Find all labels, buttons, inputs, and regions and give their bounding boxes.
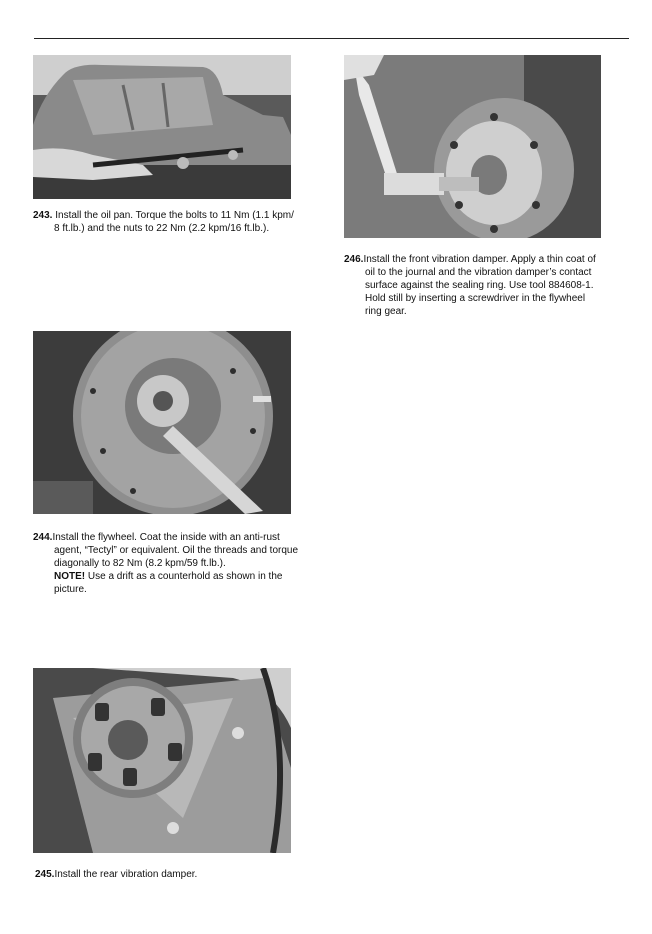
step-text: Install the rear vibration damper. xyxy=(54,869,198,880)
step-number: 244. xyxy=(33,532,53,543)
step-number: 243. xyxy=(33,210,53,221)
step-text: surface against the sealing ring. Use tool 884608-1. xyxy=(365,280,594,291)
step-number: 245. xyxy=(35,869,55,880)
step-number: 246. xyxy=(344,254,364,265)
step-text: ring gear. xyxy=(365,306,407,317)
step-244 xyxy=(33,531,298,596)
step-text: agent, “Tectyl” or equivalent. Oil the threads and torque xyxy=(54,545,299,556)
step-text: oil to the journal and the vibration damper’s contact xyxy=(365,267,592,278)
step-246 xyxy=(344,253,596,318)
step-245 xyxy=(35,868,197,881)
note-label: NOTE! xyxy=(54,571,86,582)
step-text: diagonally to 82 Nm (8.2 kpm/59 ft.lb.). xyxy=(54,558,226,569)
step-text: Install the oil pan. Torque the bolts to 11 Nm (1.1 kpm/ xyxy=(55,210,294,221)
flywheel-photo xyxy=(33,331,291,514)
rear-damper-photo xyxy=(33,668,291,853)
step-text: Install the front vibration damper. Apply a thin coat of xyxy=(363,254,596,265)
step-text: Hold still by inserting a screwdriver in the flywheel xyxy=(365,293,586,304)
oil-pan-photo xyxy=(33,55,291,199)
front-damper-photo xyxy=(344,55,601,238)
step-text: Install the flywheel. Coat the inside with an anti-rust xyxy=(52,532,280,543)
step-text: 8 ft.lb.) and the nuts to 22 Nm (2.2 kpm/16 ft.lb.). xyxy=(54,223,270,234)
step-243 xyxy=(33,209,294,235)
note-text: picture. xyxy=(54,584,87,595)
header-rule xyxy=(34,38,629,39)
note-text: Use a drift as a counterhold as shown in the xyxy=(87,571,283,582)
